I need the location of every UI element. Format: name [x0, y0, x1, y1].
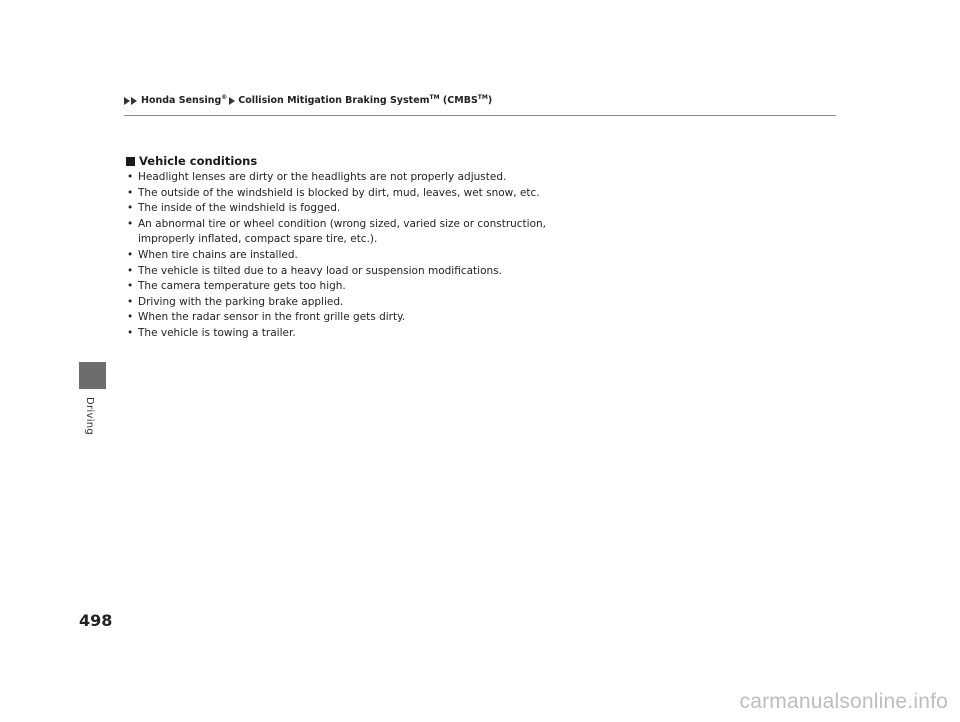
header-rule	[124, 115, 836, 116]
list-item: • When tire chains are installed.	[126, 248, 826, 264]
condition-list	[126, 170, 826, 342]
watermark: carmanualsonline.info	[739, 690, 948, 713]
bullet-icon: •	[127, 186, 134, 199]
list-item: • The camera temperature gets too high.	[126, 279, 826, 295]
section-heading	[126, 154, 826, 168]
breadcrumb-cmbs[interactable]: Collision Mitigation Braking System™ (CMBS™)	[238, 93, 493, 106]
list-item: • Headlight lenses are dirty or the headlights are not properly adjusted.	[126, 170, 826, 186]
arrow-icon	[229, 97, 236, 105]
vehicle-conditions-section	[126, 154, 826, 342]
side-tab-label: Driving	[84, 397, 95, 436]
list-item: • When the radar sensor in the front grille gets dirty.	[126, 310, 826, 326]
double-arrow-icon	[124, 97, 138, 105]
list-item: • The inside of the windshield is fogged.	[126, 201, 826, 217]
list-item: • The outside of the windshield is blocked by dirt, mud, leaves, wet snow, etc.	[126, 186, 826, 202]
bullet-icon: •	[127, 217, 134, 230]
bullet-icon: •	[127, 264, 134, 277]
section-heading-text: Vehicle conditions	[139, 154, 258, 168]
bullet-icon: •	[127, 311, 134, 324]
list-item: • The vehicle is tilted due to a heavy load or suspension modifications.	[126, 264, 826, 280]
breadcrumb-honda-sensing[interactable]: Honda Sensing®	[141, 93, 228, 106]
bullet-icon: •	[127, 202, 134, 215]
list-item: • An abnormal tire or wheel condition (wrong sized, varied size or construction, improperly inflated, compact spare tire, etc.).	[127, 217, 547, 246]
bullet-icon: •	[127, 248, 134, 261]
list-item: • Driving with the parking brake applied.	[126, 295, 826, 311]
bullet-icon: •	[127, 171, 134, 183]
list-item: • The vehicle is towing a trailer.	[126, 326, 826, 342]
bullet-icon: •	[127, 280, 134, 293]
bullet-icon: •	[127, 326, 134, 339]
side-tab-marker	[79, 362, 106, 389]
breadcrumb	[124, 95, 492, 106]
bullet-icon: •	[127, 295, 134, 308]
page-number: 498	[79, 611, 113, 630]
square-bullet-icon	[126, 157, 135, 166]
